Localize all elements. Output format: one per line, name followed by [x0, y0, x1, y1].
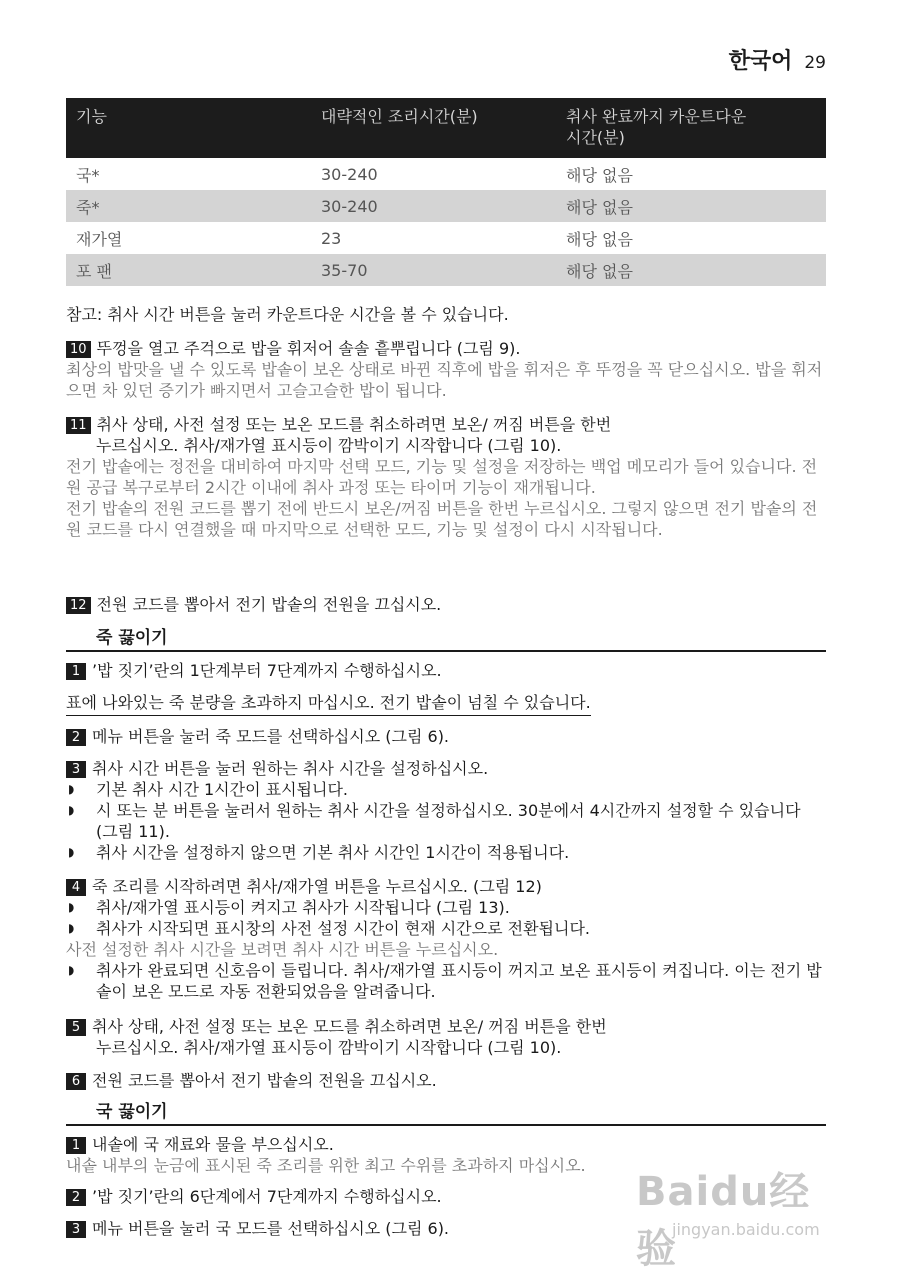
step-tip: 전기 밥솥에는 정전을 대비하여 마지막 선택 모드, 기능 및 설정을 저장하는 백업 메모리가 들어 있습니다. 전원 공급 복구로부터 2시간 이내에 취사 과정 또는 타이머 기능이 재개됩니다. — [66, 457, 818, 497]
step-number: 4 — [66, 879, 86, 896]
step-number: 12 — [66, 597, 91, 614]
step-text-continued: 누르십시오. 취사/재가열 표시등이 깜박이기 시작합니다 (그림 10). — [96, 436, 562, 455]
step-text: ’밥 짓기’란의 6단계에서 7단계까지 수행하십시오. — [92, 1187, 442, 1206]
arrow-bullet-icon: ◗ — [68, 845, 75, 859]
step-tip: 사전 설정한 취사 시간을 보려면 취사 시간 버튼을 누르십시오. — [66, 940, 499, 959]
porridge-warning — [66, 692, 826, 716]
table-cell: 국* — [76, 165, 100, 185]
bullet-text: 취사가 시작되면 표시창의 사전 설정 시간이 현재 시간으로 전환됩니다. — [96, 919, 590, 938]
porridge-step-5 — [66, 1016, 826, 1058]
bullet-text: 취사/재가열 표시등이 켜지고 취사가 시작됩니다 (그림 13). — [96, 898, 510, 917]
function-table — [66, 98, 826, 286]
watermark-url: jingyan.baidu.com — [672, 1220, 820, 1239]
step-text: 뚜껑을 열고 주걱으로 밥을 휘저어 솔솔 흩뿌립니다 (그림 9). — [96, 339, 521, 358]
bullet-item — [66, 842, 826, 863]
arrow-bullet-icon: ◗ — [68, 963, 75, 977]
porridge-step-1 — [66, 660, 826, 681]
table-cell: 해당 없음 — [556, 254, 826, 286]
step-text: 메뉴 버튼을 눌러 국 모드를 선택하십시오 (그림 6). — [92, 1219, 450, 1238]
language-label: 한국어 — [728, 49, 793, 74]
step-number: 3 — [66, 1221, 86, 1238]
page-number: 29 — [804, 53, 826, 73]
page-header — [729, 44, 826, 75]
watermark-logo: Baidu经验 — [636, 1169, 811, 1272]
step-12 — [66, 594, 826, 615]
watermark — [636, 1140, 836, 1272]
section-title-porridge: 죽 끓이기 — [66, 628, 826, 652]
step-10 — [66, 338, 826, 401]
bullet-item — [66, 897, 826, 918]
bullet-text: 시 또는 분 버튼을 눌러서 원하는 취사 시간을 설정하십시오. 30분에서 4시간까지 설정할 수 있습니다 (그림 11). — [96, 801, 801, 841]
step-number: 10 — [66, 341, 91, 358]
step-tip: 전기 밥솥의 전원 코드를 뽑기 전에 반드시 보온/꺼짐 버튼을 한번 누르십시오. 그렇지 않으면 전기 밥솥의 전원 코드를 다시 연결했을 때 마지막으로 선택한 모드, 기능 및 설정이 다시 시작됩니다. — [66, 499, 818, 539]
table-cell: 죽* — [66, 190, 311, 222]
table-header-countdown: 취사 완료까지 카운트다운 시간(분) — [556, 98, 826, 158]
step-text: 취사 상태, 사전 설정 또는 보온 모드를 취소하려면 보온/ 꺼짐 버튼을 한번 — [92, 1017, 607, 1036]
step-11 — [66, 414, 826, 540]
bullet-text: 취사 시간을 설정하지 않으면 기본 취사 시간인 1시간이 적용됩니다. — [96, 843, 570, 862]
table-cell: 35-70 — [311, 254, 556, 286]
arrow-bullet-icon: ◗ — [68, 900, 75, 914]
porridge-step-6 — [66, 1070, 826, 1091]
porridge-step-3 — [66, 758, 826, 863]
step-tip: 최상의 밥맛을 낼 수 있도록 밥솥이 보온 상태로 바뀐 직후에 밥을 휘저은 후 뚜껑을 꼭 닫으십시오. 밥을 휘저으면 차 있던 증기가 빠지면서 고슬고슬한 밥이 됩니다. — [66, 360, 823, 400]
table-header-row — [66, 98, 826, 158]
table-cell: 포 팬 — [66, 254, 311, 286]
table-cell: 23 — [321, 228, 342, 248]
table-cell: 30-240 — [321, 164, 378, 184]
step-text: 전원 코드를 뽑아서 전기 밥솥의 전원을 끄십시오. — [92, 1071, 437, 1090]
step-text: 취사 시간 버튼을 눌러 원하는 취사 시간을 설정하십시오. — [92, 759, 489, 778]
bullet-item — [66, 960, 826, 1002]
step-number: 1 — [66, 1137, 86, 1154]
table-row — [66, 158, 826, 190]
table-row — [66, 190, 826, 222]
step-text: 죽 조리를 시작하려면 취사/재가열 버튼을 누르십시오. (그림 12) — [92, 877, 542, 896]
step-number: 2 — [66, 1189, 86, 1206]
porridge-step-4 — [66, 876, 826, 1002]
step-number: 11 — [66, 417, 91, 434]
table-header-cooking-time: 대략적인 조리시간(분) — [311, 98, 556, 158]
arrow-bullet-icon: ◗ — [68, 803, 75, 817]
table-cell: 30-240 — [311, 190, 556, 222]
table-cell: 재가열 — [76, 229, 123, 249]
bullet-item — [66, 918, 826, 939]
table-header-function: 기능 — [66, 98, 311, 158]
table-cell: 해당 없음 — [566, 165, 633, 185]
section-title-soup: 국 끓이기 — [66, 1102, 826, 1126]
bullet-text: 취사가 완료되면 신호음이 들립니다. 취사/재가열 표시등이 꺼지고 보온 표시등이 켜집니다. 이는 전기 밥솥이 보온 모드로 자동 전환되었음을 알려줍니다. — [96, 961, 822, 1001]
step-text: 취사 상태, 사전 설정 또는 보온 모드를 취소하려면 보온/ 꺼짐 버튼을 한번 — [96, 415, 612, 434]
table-row — [66, 222, 826, 254]
step-number: 6 — [66, 1073, 86, 1090]
table-row — [66, 254, 826, 286]
table-cell: 해당 없음 — [556, 190, 826, 222]
step-text: 메뉴 버튼을 눌러 죽 모드를 선택하십시오 (그림 6). — [92, 727, 450, 746]
arrow-bullet-icon: ◗ — [68, 921, 75, 935]
porridge-step-2 — [66, 726, 826, 747]
step-number: 3 — [66, 761, 86, 778]
step-number: 2 — [66, 729, 86, 746]
step-number: 1 — [66, 663, 86, 680]
step-tip: 내솥 내부의 눈금에 표시된 죽 조리를 위한 최고 수위를 초과하지 마십시오. — [66, 1156, 586, 1175]
bullet-text: 기본 취사 시간 1시간이 표시됩니다. — [96, 780, 348, 799]
arrow-bullet-icon: ◗ — [68, 782, 75, 796]
bullet-item — [66, 800, 826, 842]
step-text-continued: 누르십시오. 취사/재가열 표시등이 깜박이기 시작합니다 (그림 10). — [96, 1038, 562, 1057]
table-cell: 해당 없음 — [566, 229, 633, 249]
step-text: 전원 코드를 뽑아서 전기 밥솥의 전원을 끄십시오. — [96, 595, 442, 614]
note-text: 참고: 취사 시간 버튼을 눌러 카운트다운 시간을 볼 수 있습니다. — [66, 305, 509, 324]
bullet-item — [66, 779, 826, 800]
warning-text: 표에 나와있는 죽 분량을 초과하지 마십시오. 전기 밥솥이 넘칠 수 있습니다. — [66, 692, 591, 716]
step-number: 5 — [66, 1019, 86, 1036]
step-text: ’밥 짓기’란의 1단계부터 7단계까지 수행하십시오. — [92, 661, 442, 680]
step-text: 내솥에 국 재료와 물을 부으십시오. — [92, 1135, 334, 1154]
